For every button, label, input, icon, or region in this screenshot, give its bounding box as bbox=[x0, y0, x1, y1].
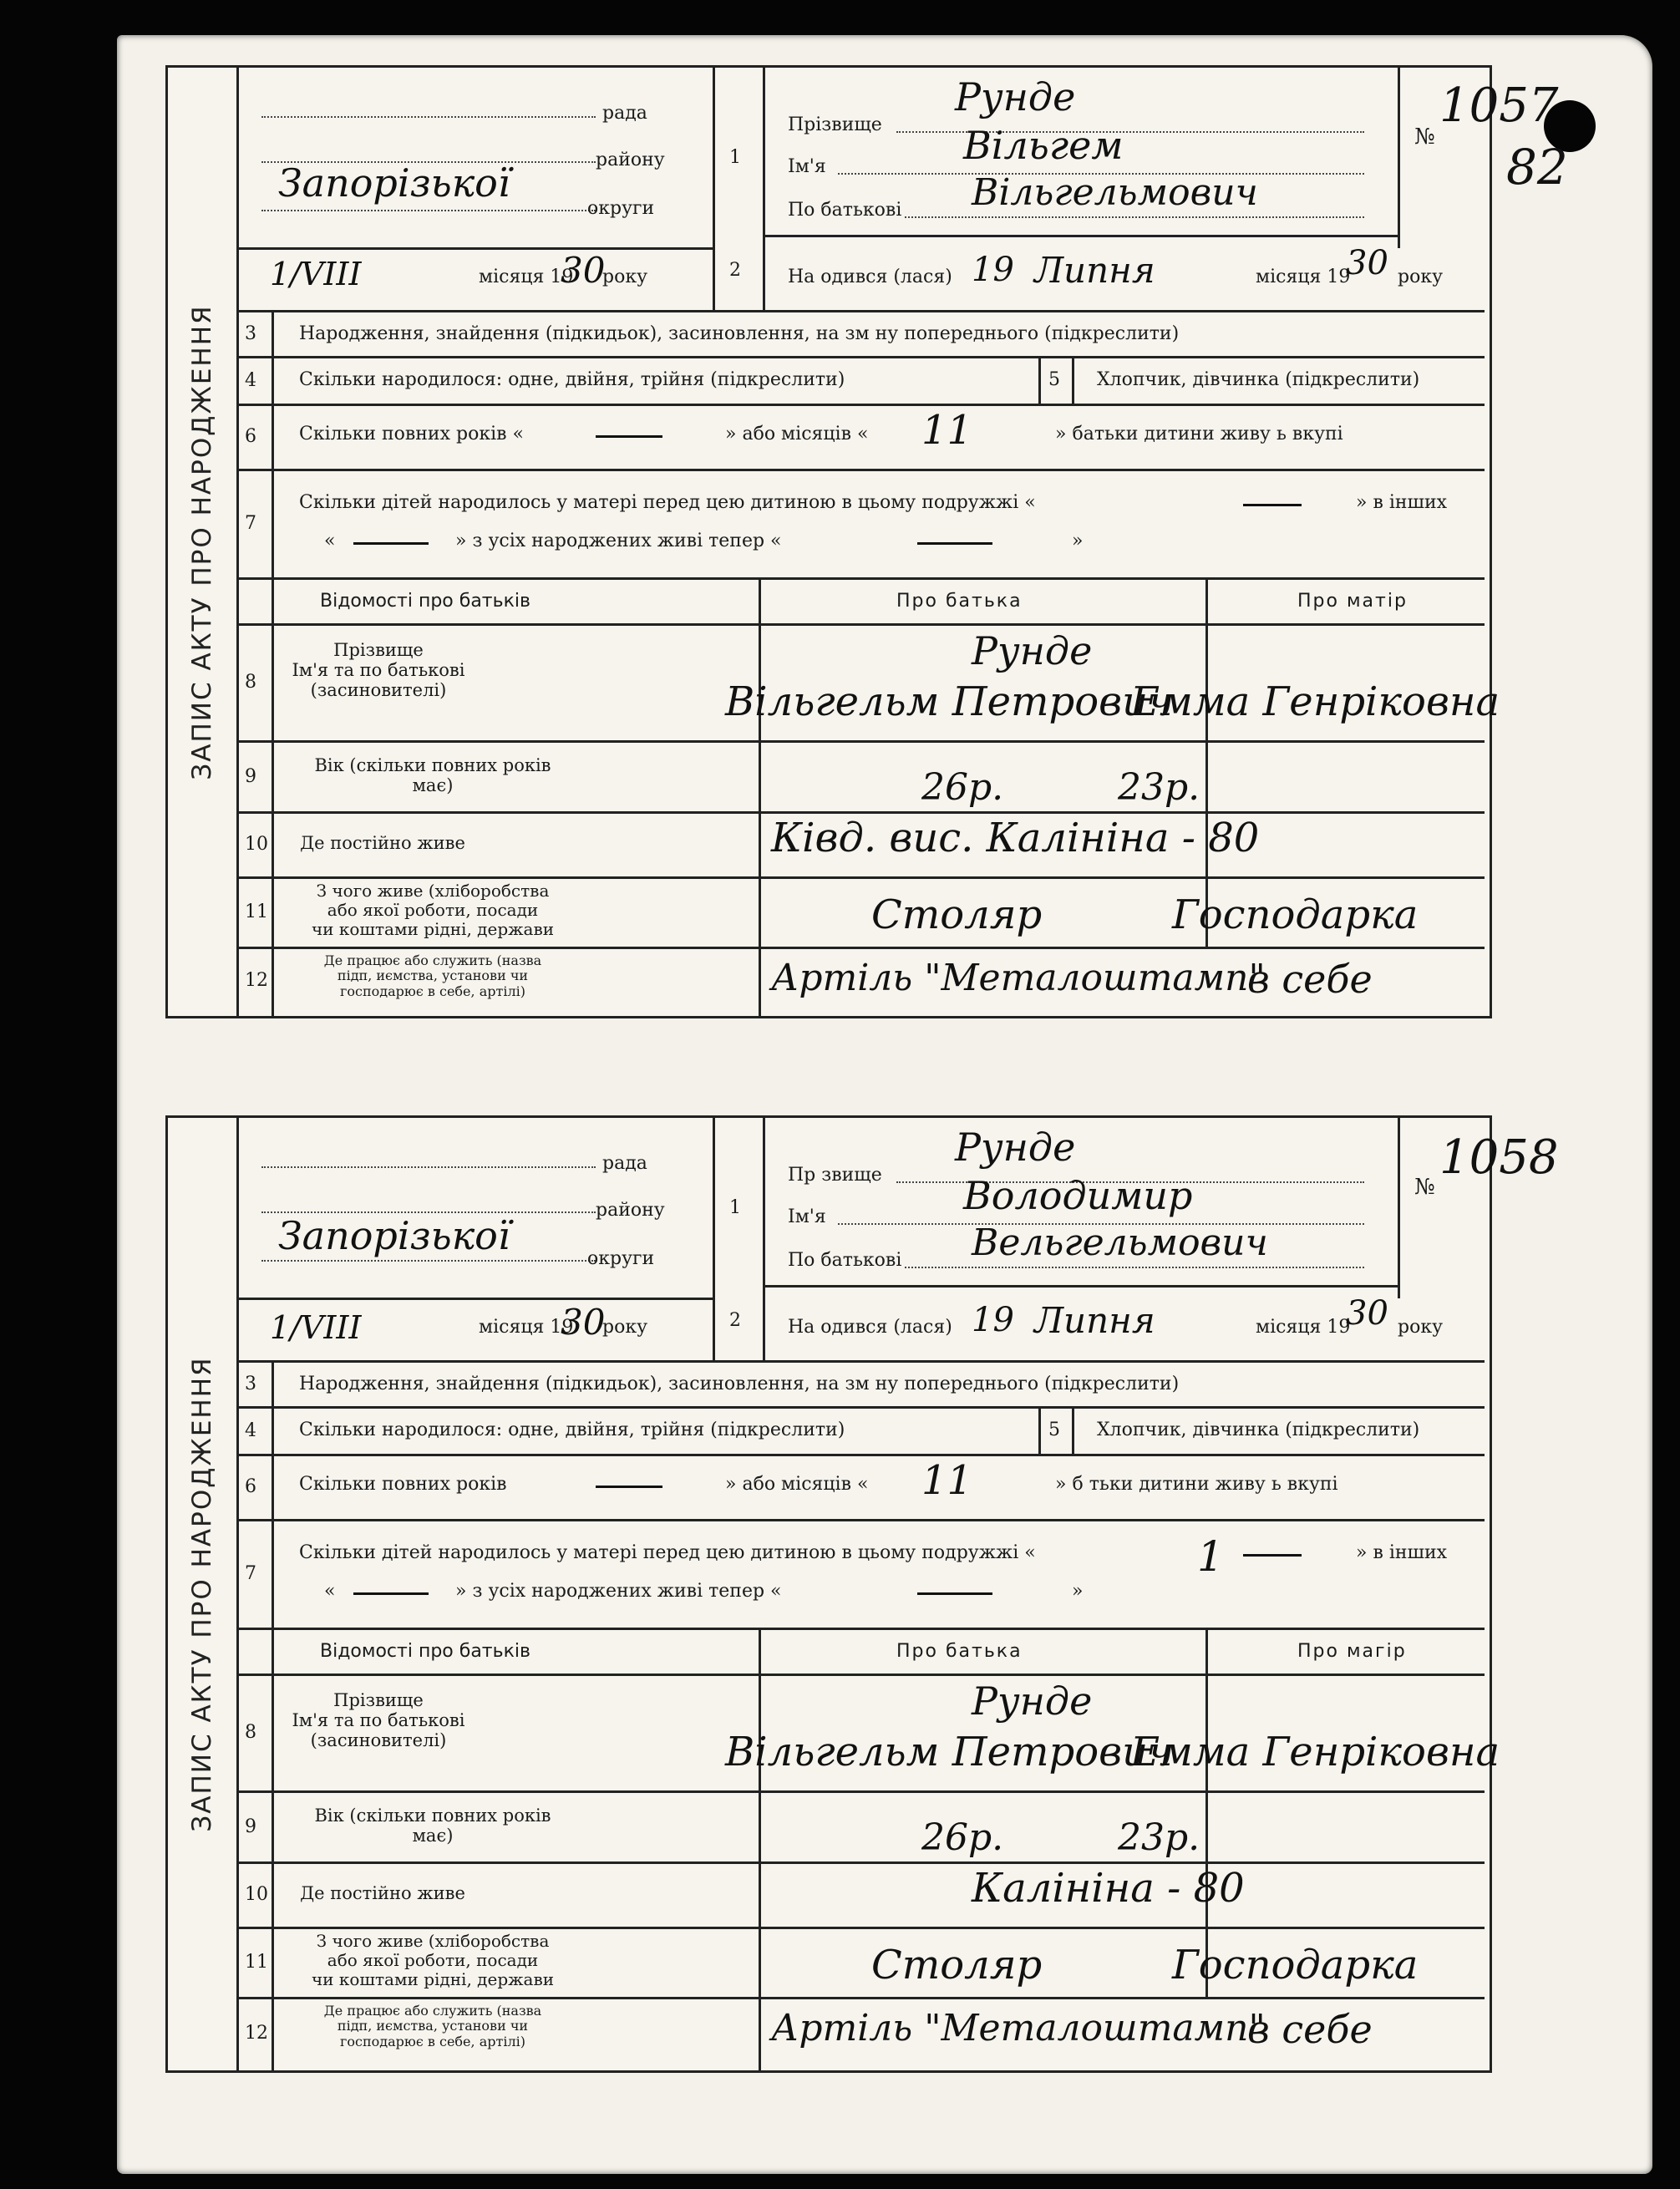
header-maty: Про матір bbox=[1297, 591, 1408, 612]
row-number-5: 5 bbox=[1048, 369, 1060, 390]
label-row7a: Скільки дітей народилось у матері перед цею дитиною в цьому подружжі « bbox=[299, 1542, 1036, 1563]
hw-mother-occupation: Господарка bbox=[1172, 1942, 1419, 1988]
header-batko: Про батька bbox=[896, 1641, 1023, 1662]
fill-line bbox=[261, 210, 596, 211]
label-row6a: Скільки повних років bbox=[299, 1474, 507, 1495]
form-rule bbox=[236, 1673, 1485, 1676]
label-r8: Прізвище Ім'я та по батькові (засиновителі) bbox=[292, 1690, 465, 1751]
row-number-11: 11 bbox=[245, 1952, 268, 1973]
label-r12: Де працює або служить (назва підп, иємства, установи чи господарює в себе, артілі) bbox=[323, 2003, 542, 2049]
form-rule bbox=[236, 1360, 1485, 1363]
label-raion: району bbox=[596, 1200, 665, 1221]
label-narodyvsia: На одився (лася) bbox=[788, 1317, 952, 1338]
handwritten-dash bbox=[1243, 504, 1302, 506]
label-row5: Хлопчик, дівчинка (підкреслити) bbox=[1097, 369, 1420, 390]
label-r11: З чого живе (хліборобства або якої роботи, посади чи коштами рідні, держави bbox=[311, 881, 555, 939]
row-number-5: 5 bbox=[1048, 1420, 1060, 1440]
label-imia: Ім'я bbox=[788, 156, 826, 177]
row-number-2: 2 bbox=[729, 1310, 741, 1331]
hw-born-day: 19 bbox=[972, 1301, 1014, 1339]
row-number-4: 4 bbox=[245, 369, 256, 391]
label-raion: району bbox=[596, 150, 665, 170]
form-rule bbox=[713, 68, 715, 310]
row-number-3: 3 bbox=[245, 323, 256, 344]
label-misiatsia2: місяця 19 bbox=[1256, 267, 1351, 287]
hw-parents-surname: Рунде bbox=[972, 1679, 1093, 1724]
form-rule bbox=[236, 740, 1485, 743]
form-rule bbox=[236, 1927, 1485, 1929]
hw-mother-age: 23р. bbox=[1118, 766, 1200, 809]
label-okruha: округи bbox=[587, 1248, 655, 1269]
label-row7c: « bbox=[324, 1581, 336, 1602]
row-number-8: 8 bbox=[245, 672, 256, 693]
row-number-3: 3 bbox=[245, 1373, 256, 1394]
hw-residence: Ківд. вис. Калініна - 80 bbox=[771, 815, 1260, 861]
hw-father-occupation: Столяр bbox=[871, 1942, 1043, 1988]
record-form bbox=[236, 68, 1568, 1016]
record-form bbox=[236, 1118, 1559, 2070]
form-rule bbox=[236, 1298, 713, 1300]
row-number-12: 12 bbox=[245, 2022, 268, 2044]
hw-mother-work: в себе bbox=[1247, 2007, 1373, 2052]
hw-father-age: 26р. bbox=[921, 1816, 1004, 1859]
label-row3: Народження, знайдення (підкидьок), засиновлення, на зм ну попереднього (підкреслити) bbox=[299, 1374, 1180, 1394]
hw-parents-surname: Рунде bbox=[972, 628, 1093, 673]
label-row7b: » в інших bbox=[1356, 492, 1448, 513]
record-sidebar bbox=[168, 1118, 239, 2070]
label-r11: З чого живе (хліборобства або якої роботи, посади чи коштами рідні, держави bbox=[311, 1931, 555, 1989]
label-roku2: року bbox=[1398, 1317, 1444, 1338]
birth-record-1 bbox=[165, 65, 1568, 1018]
hw-born-day: 19 bbox=[972, 251, 1014, 289]
header-vidomosti: Відомості про батьків bbox=[320, 1641, 530, 1662]
form-rule bbox=[272, 310, 274, 1016]
handwritten-dash bbox=[353, 1592, 429, 1595]
hw-mother-work: в себе bbox=[1247, 957, 1373, 1002]
form-rule bbox=[236, 1519, 1485, 1521]
hw-name: Вільгем bbox=[963, 123, 1124, 168]
label-roku: року bbox=[602, 267, 648, 287]
hw-father-work: Артіль "Металоштамп" bbox=[771, 957, 1266, 999]
hw-date-year: 30 bbox=[561, 1302, 606, 1343]
form-rule bbox=[236, 1997, 1485, 1999]
handwritten-dash bbox=[596, 435, 662, 438]
record-sidebar bbox=[168, 68, 239, 1016]
hw-mother-age: 23р. bbox=[1118, 1816, 1200, 1859]
hw-date-year: 30 bbox=[561, 250, 606, 291]
hw-patronymic: Вельгельмович bbox=[972, 1221, 1268, 1264]
label-misiatsia: місяця 19 bbox=[479, 267, 574, 287]
hw-children-other: 1 bbox=[1197, 1532, 1224, 1581]
label-prizvyshche: Пр звище bbox=[788, 1165, 882, 1186]
label-row7b: » в інших bbox=[1356, 1542, 1448, 1563]
form-rule bbox=[763, 235, 1398, 237]
form-rule bbox=[236, 1628, 1485, 1630]
hw-record-number: 1058 bbox=[1439, 1130, 1559, 1185]
handwritten-dash bbox=[917, 1592, 992, 1595]
form-rule bbox=[236, 577, 1485, 580]
form-rule bbox=[272, 1360, 274, 2070]
hw-born-year: 30 bbox=[1346, 1294, 1388, 1333]
label-row6a: Скільки повних років « bbox=[299, 424, 524, 444]
label-po-batkovi: По батькові bbox=[788, 1250, 902, 1271]
hw-date-day: 1/VIII bbox=[270, 1309, 362, 1346]
row-number-4: 4 bbox=[245, 1420, 256, 1441]
row-number-10: 10 bbox=[245, 834, 268, 855]
label-rada: рада bbox=[602, 103, 647, 124]
hw-record-number: 1057 bbox=[1439, 79, 1559, 133]
form-rule bbox=[236, 1406, 1485, 1409]
row-number-1: 1 bbox=[729, 1197, 741, 1218]
form-rule bbox=[236, 404, 1485, 406]
label-r9: Вік (скільки повних років має) bbox=[314, 1806, 551, 1846]
form-rule bbox=[236, 247, 713, 250]
hw-born-year: 30 bbox=[1346, 244, 1388, 282]
hw-surname: Рунде bbox=[955, 74, 1076, 119]
label-row7c: « bbox=[324, 531, 336, 551]
fill-line bbox=[905, 1267, 1364, 1268]
fill-line bbox=[261, 1260, 596, 1262]
form-rule bbox=[759, 577, 761, 1016]
row-number-2: 2 bbox=[729, 260, 741, 281]
label-okruha: округи bbox=[587, 198, 655, 219]
hw-residence: Калініна - 80 bbox=[972, 1865, 1245, 1912]
hw-father-age: 26р. bbox=[921, 766, 1004, 809]
label-no: № bbox=[1414, 1175, 1435, 1200]
label-rada: рада bbox=[602, 1153, 647, 1174]
form-rule bbox=[236, 947, 1485, 949]
form-rule bbox=[763, 1118, 765, 1360]
hw-father-work: Артіль "Металоштамп" bbox=[771, 2007, 1266, 2049]
row-number-1: 1 bbox=[729, 147, 741, 168]
row-number-9: 9 bbox=[245, 765, 256, 787]
form-rule bbox=[1398, 1118, 1400, 1298]
label-no: № bbox=[1414, 124, 1435, 150]
label-row7d: » з усіх народжених живі тепер « bbox=[455, 531, 782, 551]
record-title: ЗАПИС АКТУ ПРО НАРОДЖЕННЯ bbox=[187, 303, 217, 780]
label-r10: Де постійно живе bbox=[300, 833, 465, 853]
hw-okruha: Запорізької bbox=[278, 160, 510, 206]
form-rule bbox=[236, 356, 1485, 358]
record-title: ЗАПИС АКТУ ПРО НАРОДЖЕННЯ bbox=[187, 1356, 217, 1832]
hw-name: Володимир bbox=[963, 1173, 1193, 1218]
handwritten-dash bbox=[1243, 1554, 1302, 1557]
hw-months-together: 11 bbox=[921, 1457, 973, 1504]
label-roku2: року bbox=[1398, 267, 1444, 287]
form-rule bbox=[1038, 1406, 1041, 1454]
label-row5: Хлопчик, дівчинка (підкреслити) bbox=[1097, 1420, 1420, 1440]
form-rule bbox=[236, 310, 1485, 312]
hw-father-occupation: Столяр bbox=[871, 891, 1043, 938]
form-rule bbox=[1398, 247, 1400, 248]
hw-patronymic: Вільгельмович bbox=[972, 171, 1258, 214]
label-row6c: » батьки дитини живу ь вкупі bbox=[1055, 424, 1343, 444]
handwritten-dash bbox=[596, 1486, 662, 1488]
label-row4: Скільки народилося: одне, двійня, трійня (підкреслити) bbox=[299, 1420, 845, 1440]
form-rule bbox=[759, 1628, 761, 2070]
label-row7e: » bbox=[1072, 531, 1084, 551]
hw-born-month: Липня bbox=[1034, 1300, 1155, 1341]
hw-date-day: 1/VIII bbox=[270, 256, 362, 292]
label-row4: Скільки народилося: одне, двійня, трійня (підкреслити) bbox=[299, 369, 845, 390]
label-po-batkovi: По батькові bbox=[788, 200, 902, 221]
hw-mother-name: Емма Генріковна bbox=[1130, 678, 1500, 725]
label-r8: Прізвище Ім'я та по батькові (засиновителі) bbox=[292, 640, 465, 701]
header-vidomosti: Відомості про батьків bbox=[320, 591, 530, 612]
form-rule bbox=[713, 1118, 715, 1360]
form-rule bbox=[236, 1454, 1485, 1456]
header-maty: Про магір bbox=[1297, 1641, 1407, 1662]
label-misiatsia: місяця 19 bbox=[479, 1317, 574, 1338]
form-rule bbox=[236, 1861, 1485, 1864]
fill-line bbox=[261, 116, 596, 118]
birth-record-2 bbox=[165, 1115, 1559, 2073]
form-rule bbox=[1072, 1406, 1074, 1454]
form-rule bbox=[1038, 356, 1041, 404]
hw-mother-occupation: Господарка bbox=[1172, 891, 1419, 938]
label-prizvyshche: Прізвище bbox=[788, 114, 882, 135]
form-rule bbox=[236, 623, 1485, 626]
row-number-9: 9 bbox=[245, 1816, 256, 1837]
row-number-12: 12 bbox=[245, 970, 268, 991]
row-number-8: 8 bbox=[245, 1722, 256, 1743]
label-row7e: » bbox=[1072, 1581, 1084, 1602]
label-r10: Де постійно живе bbox=[300, 1883, 465, 1903]
hw-surname: Рунде bbox=[955, 1125, 1076, 1170]
row-number-11: 11 bbox=[245, 902, 268, 922]
label-row6c: » б тьки дитини живу ь вкупі bbox=[1055, 1474, 1338, 1495]
label-r12: Де працює або служить (назва підп, иємства, установи чи господарює в себе, артілі) bbox=[323, 952, 542, 999]
hw-months-together: 11 bbox=[921, 407, 973, 454]
form-rule bbox=[1398, 68, 1400, 247]
form-rule bbox=[236, 876, 1485, 879]
label-row3: Народження, знайдення (підкидьок), засиновлення, на зм ну попереднього (підкреслити) bbox=[299, 323, 1180, 344]
form-rule bbox=[763, 1285, 1398, 1287]
hw-born-month: Липня bbox=[1034, 250, 1155, 291]
label-misiatsia2: місяця 19 bbox=[1256, 1317, 1351, 1338]
label-row7d: » з усіх народжених живі тепер « bbox=[455, 1581, 782, 1602]
row-number-7: 7 bbox=[245, 1563, 256, 1584]
label-narodyvsia: На одився (лася) bbox=[788, 267, 952, 287]
hw-mother-name: Емма Генріковна bbox=[1130, 1729, 1500, 1775]
fill-line bbox=[905, 216, 1364, 218]
fill-line bbox=[261, 1166, 596, 1168]
row-number-6: 6 bbox=[245, 1476, 256, 1497]
form-rule bbox=[1072, 356, 1074, 404]
handwritten-dash bbox=[353, 542, 429, 545]
form-rule bbox=[236, 469, 1485, 471]
label-row6b: » або місяців « bbox=[725, 424, 869, 444]
label-roku: року bbox=[602, 1317, 648, 1338]
label-imia: Ім'я bbox=[788, 1206, 826, 1227]
label-r9: Вік (скільки повних років має) bbox=[314, 755, 551, 796]
hw-margin-number: 82 bbox=[1506, 139, 1568, 196]
form-rule bbox=[236, 811, 1485, 814]
handwritten-dash bbox=[917, 542, 992, 545]
row-number-7: 7 bbox=[245, 513, 256, 534]
form-rule bbox=[763, 68, 765, 310]
hw-father-name: Вільгельм Петрович bbox=[725, 678, 1173, 725]
header-batko: Про батька bbox=[896, 591, 1023, 612]
label-row7a: Скільки дітей народилось у матері перед цею дитиною в цьому подружжі « bbox=[299, 492, 1036, 513]
hw-okruha: Запорізької bbox=[278, 1213, 510, 1258]
label-row6b: » або місяців « bbox=[725, 1474, 869, 1495]
form-rule bbox=[236, 1790, 1485, 1793]
row-number-6: 6 bbox=[245, 426, 256, 447]
row-number-10: 10 bbox=[245, 1884, 268, 1905]
hw-father-name: Вільгельм Петрович bbox=[725, 1729, 1173, 1775]
